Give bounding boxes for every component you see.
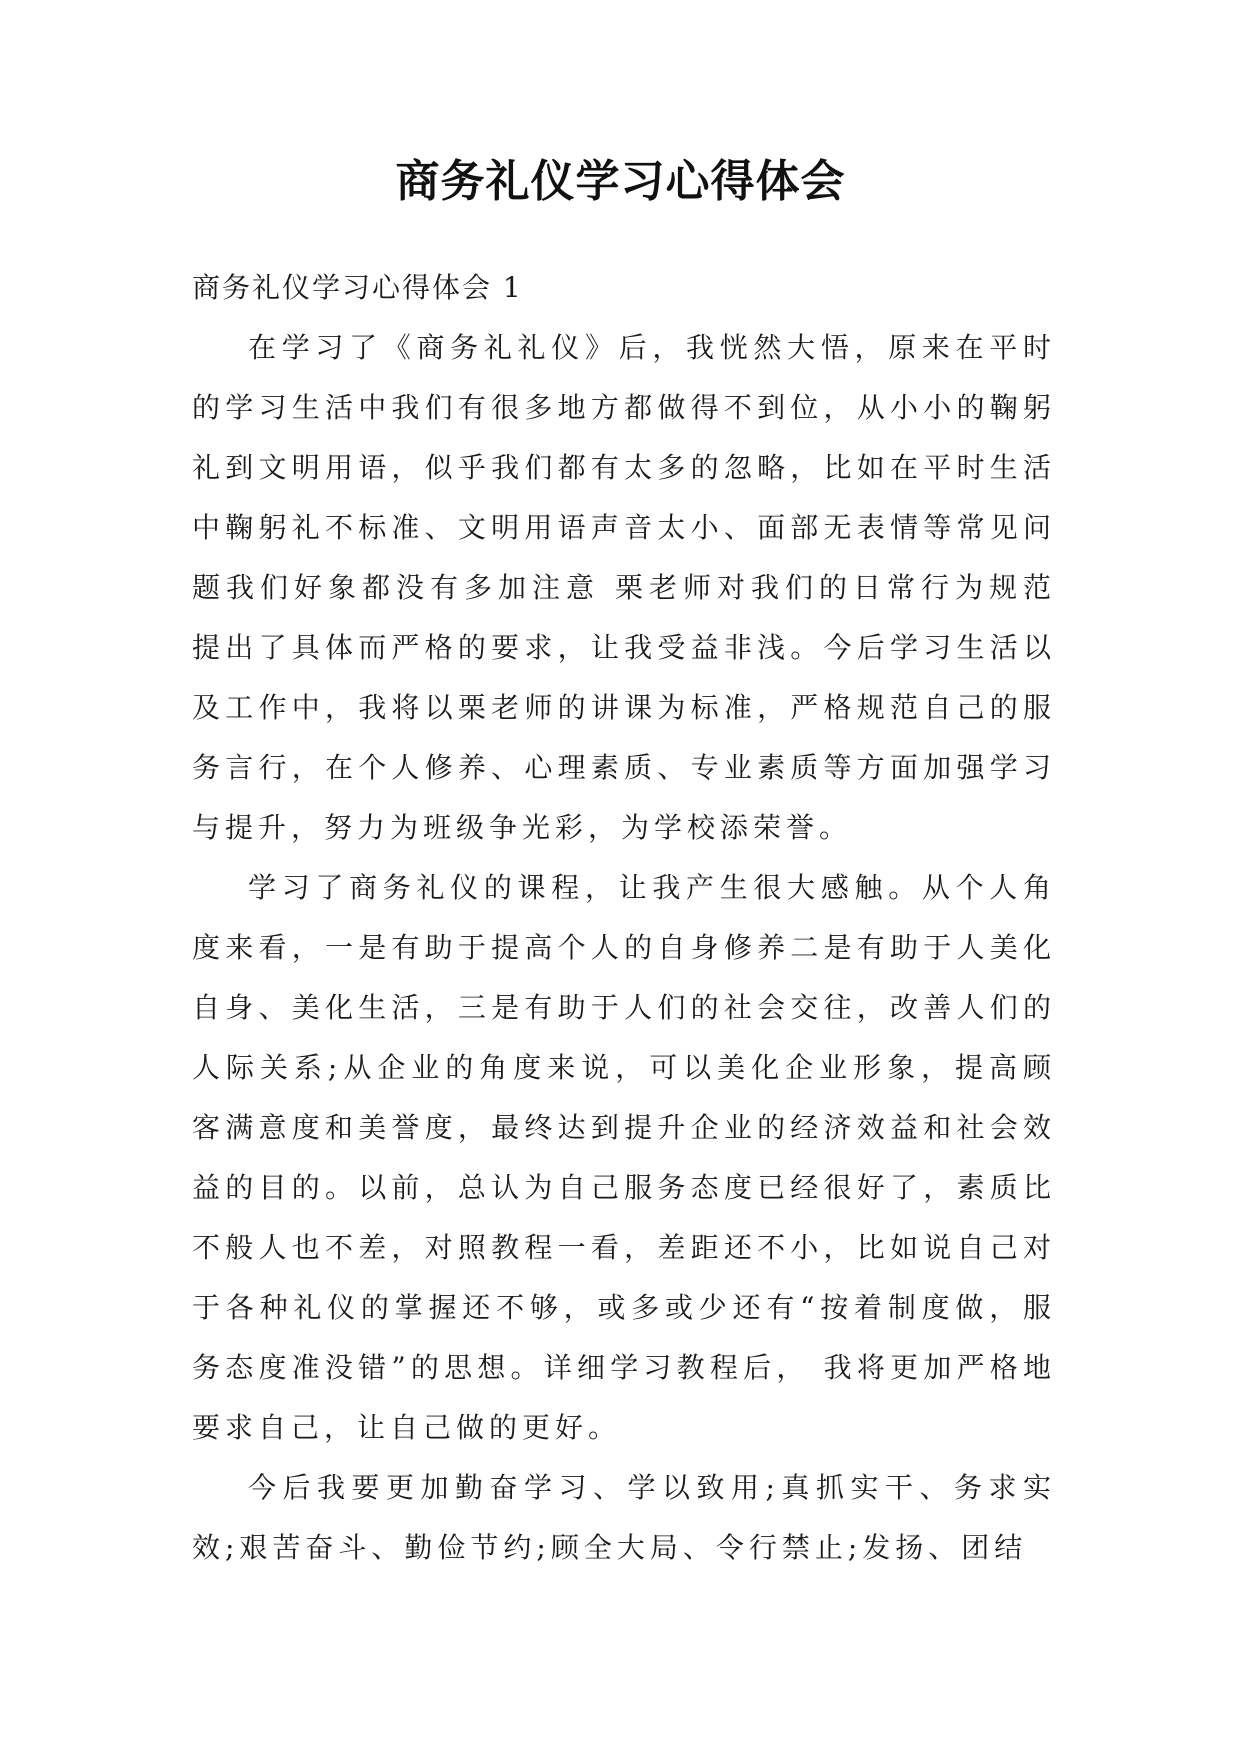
paragraph-2: 学习了商务礼仪的课程，让我产生很大感触。从个人角度来看，一是有助于提高个人的自身修养二是有助于人美化自身、美化生活，三是有助于人们的社会交往，改善人们的人际关系;从企业的角度来说，可以美化企业形象，提高顾客满意度和美誉度，最终达到提升企业的经济效益和社会效益的目的。以前，总认为自己服务态度已经很好了，素质比不般人也不差，对照教程一看，差距还不小，比如说自己对于各种礼仪的掌握还不够，或多或少还有“按着制度做，服务态度准没错”的思想。详细学习教程后， 我将更加严格地要求自己，让自己做的更好。 [192,871,1056,1444]
section-heading: 商务礼仪学习心得体会 1 [192,271,523,304]
paragraph-3: 今后我要更加勤奋学习、学以致用;真抓实干、务求实效;艰苦奋斗、勤俭节约;顾全大局、令行禁止;发扬、团结 [192,1471,1056,1564]
document-title: 商务礼仪学习心得体会 [395,156,846,207]
paragraph-1: 在学习了《商务礼礼仪》后，我恍然大悟，原来在平时的学习生活中我们有很多地方都做得不到位，从小小的鞠躬礼到文明用语，似乎我们都有太多的忽略，比如在平时生活中鞠躬礼不标准、文明用语声音太小、面部无表情等常见问题我们好象都没有多加注意 栗老师对我们的日常行为规范提出了具体而严格的要求，让我受益非浅。今后学习生活以及工作中，我将以栗老师的讲课为标准，严格规范自己的服务言行，在个人修养、心理素质、专业素质等方面加强学习与提升，努力为班级争光彩，为学校添荣誉。 [192,331,1056,844]
document-body [192,258,1056,1578]
